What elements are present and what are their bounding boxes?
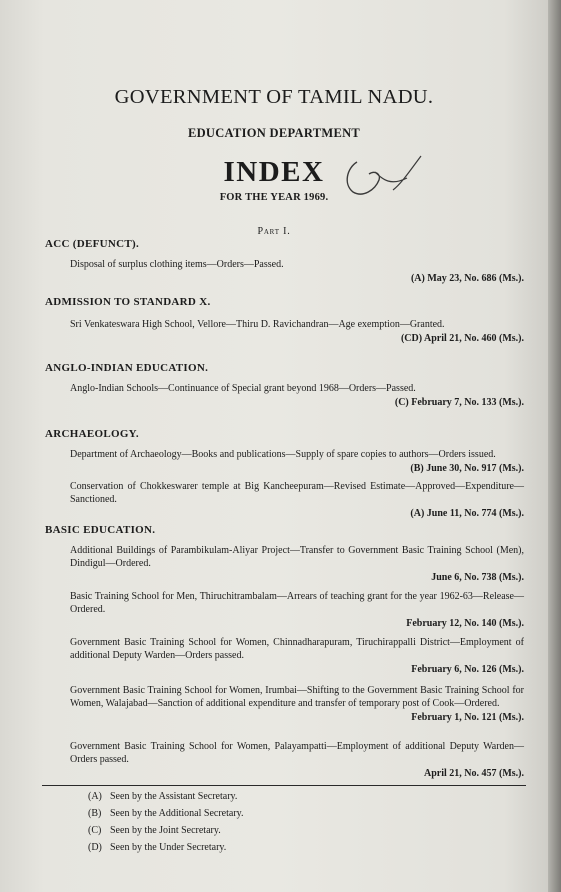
- legend-item: [88, 842, 226, 853]
- entry-text: Anglo-Indian Schools—Continuance of Special grant beyond 1968—Orders—Passed.: [70, 383, 416, 394]
- list-item: [70, 258, 524, 285]
- entry-text: Additional Buildings of Parambikulam-Aliyar Project—Transfer to Government Basic Training School (Men), Dindigul—Ordered.: [70, 545, 524, 569]
- entry-text: Department of Archaeology—Books and publications—Supply of spare copies to authors—Orders issued.: [70, 449, 496, 460]
- legend-text: Seen by the Assistant Secretary.: [110, 791, 238, 802]
- legend-key: (B): [88, 808, 102, 819]
- entry-text: Disposal of surplus clothing items—Orders—Passed.: [70, 259, 284, 270]
- legend-key: (A): [88, 791, 102, 802]
- entry-text: Government Basic Training School for Women, Irumbai—Shifting to the Government Basic Training School for Women, Walajabad—Sanction of additional expenditure and transfer of temporary post of Cook—Ordered.: [70, 685, 524, 709]
- list-item: [70, 590, 524, 630]
- section-heading-acc: ACC (DEFUNCT).: [45, 238, 140, 250]
- section-heading-anglo-indian: ANGLO-INDIAN EDUCATION.: [45, 362, 209, 374]
- legend-text: Seen by the Joint Secretary.: [110, 825, 221, 836]
- legend-text: Seen by the Additional Secretary.: [110, 808, 244, 819]
- entry-reference: (B) June 30, No. 917 (Ms.).: [410, 463, 524, 474]
- entry-text: Basic Training School for Men, Thiruchitrambalam—Arrears of teaching grant for the year 1962-63—Release—Ordered.: [70, 591, 524, 615]
- legend-text: Seen by the Under Secretary.: [110, 842, 227, 853]
- page-edge: [548, 0, 561, 892]
- entry-reference: February 12, No. 140 (Ms.).: [406, 618, 524, 629]
- handwritten-mark: [335, 150, 425, 215]
- list-item: [70, 480, 524, 520]
- entry-text: Conservation of Chokkeswarer temple at Big Kancheepuram—Revised Estimate—Approved—Expenditure—Sanctioned.: [70, 481, 524, 505]
- entry-reference: February 1, No. 121 (Ms.).: [411, 712, 524, 723]
- legend-key: (C): [88, 825, 102, 836]
- list-item: [70, 382, 524, 409]
- legend-item: [88, 791, 237, 802]
- index-title: INDEX: [223, 156, 325, 188]
- list-item: [70, 318, 524, 345]
- entry-text: Sri Venkateswara High School, Vellore—Thiru D. Ravichandran—Age exemption—Granted.: [70, 319, 445, 330]
- part-label: Part I.: [257, 226, 291, 237]
- entry-text: Government Basic Training School for Women, Palayampatti—Employment of additional Deputy Warden—Orders passed.: [70, 741, 524, 765]
- entry-reference: (A) May 23, No. 686 (Ms.).: [410, 273, 524, 284]
- entry-reference: (CD) April 21, No. 460 (Ms.).: [400, 333, 524, 344]
- department-title: EDUCATION DEPARTMENT: [187, 126, 361, 140]
- list-item: [70, 636, 524, 676]
- entry-reference: April 21, No. 457 (Ms.).: [424, 768, 524, 779]
- footer-divider: [42, 785, 526, 786]
- entry-reference: (C) February 7, No. 133 (Ms.).: [394, 397, 524, 408]
- list-item: [70, 544, 524, 584]
- legend-key: (D): [88, 842, 102, 853]
- list-item: [70, 684, 524, 724]
- entry-reference: (A) June 11, No. 774 (Ms.).: [410, 508, 524, 519]
- list-item: [70, 740, 524, 780]
- section-heading-archaeology: ARCHAEOLOGY.: [45, 428, 139, 440]
- section-heading-admission: ADMISSION TO STANDARD X.: [45, 296, 211, 308]
- list-item: [70, 448, 524, 475]
- year-line: FOR THE YEAR 1969.: [219, 192, 329, 203]
- entry-reference: June 6, No. 738 (Ms.).: [431, 572, 524, 583]
- government-title: GOVERNMENT OF TAMIL NADU.: [114, 86, 434, 108]
- legend-item: [88, 808, 243, 819]
- legend-item: [88, 825, 221, 836]
- section-heading-basic-education: BASIC EDUCATION.: [45, 524, 156, 536]
- entry-text: Government Basic Training School for Women, Chinnadharapuram, Tiruchirappalli District—Employment of additional Deputy Warden—Orders passed.: [70, 637, 524, 661]
- entry-reference: February 6, No. 126 (Ms.).: [411, 664, 524, 675]
